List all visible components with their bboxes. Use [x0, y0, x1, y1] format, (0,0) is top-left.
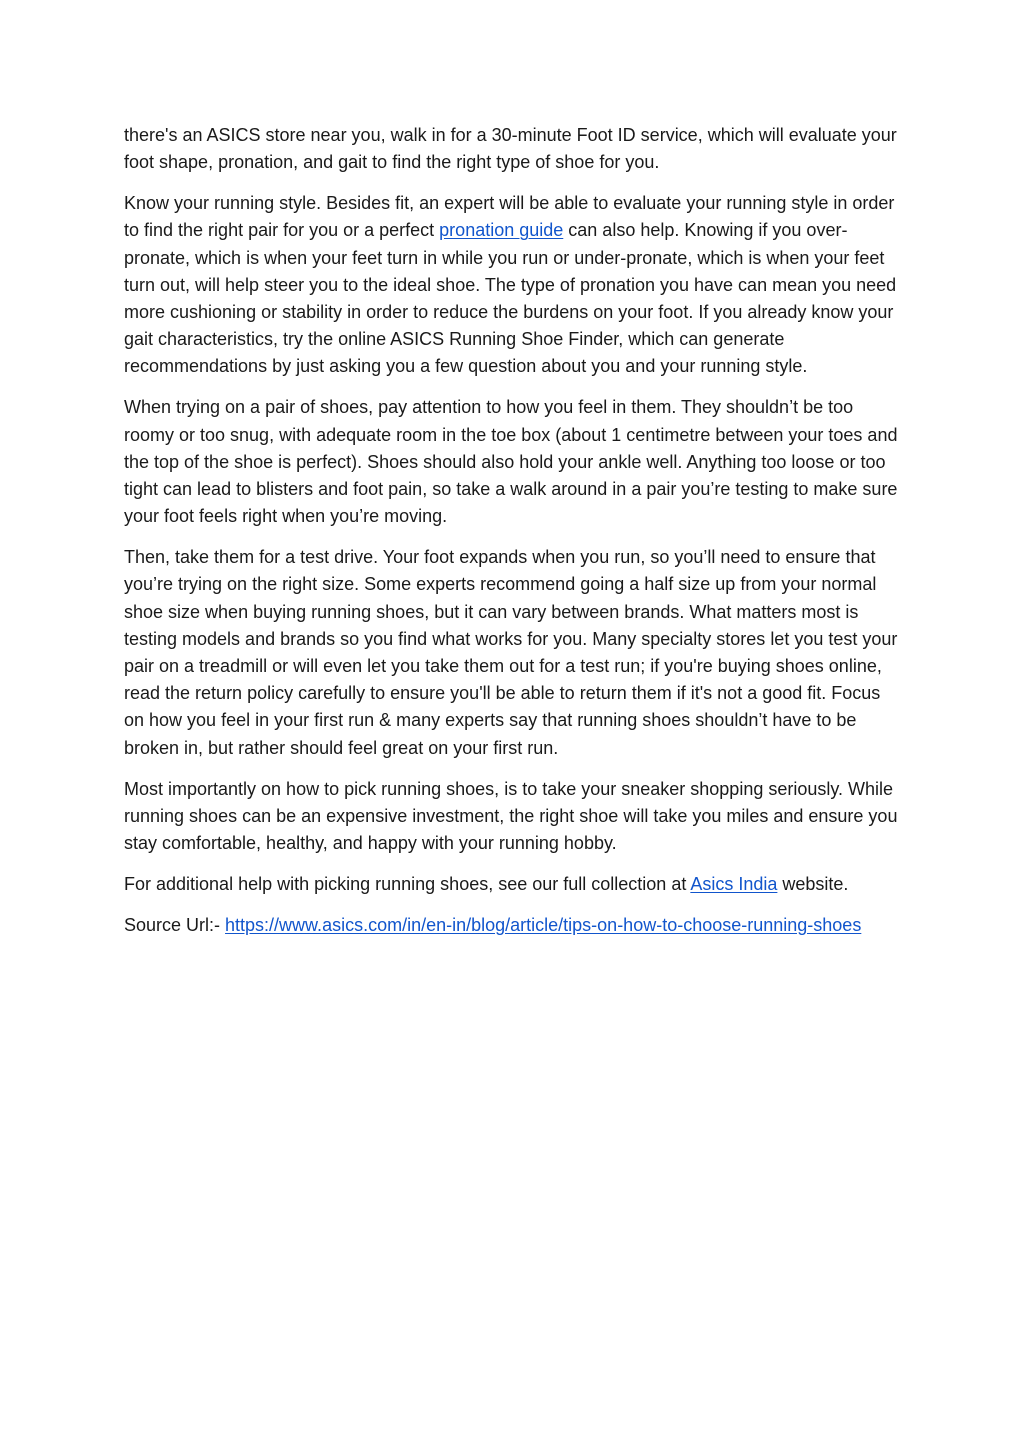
- document-page: [124, 122, 902, 953]
- paragraph-trying-on: [124, 394, 902, 530]
- pronation-guide-link[interactable]: pronation guide: [439, 220, 564, 241]
- paragraph-text: For additional help with picking running shoes, see our full collection at: [124, 874, 691, 895]
- paragraph-importance: [124, 776, 902, 858]
- paragraph-text: Most importantly on how to pick running shoes, is to take your sneaker shopping seriously. While running shoes can be an expensive investment, the right shoe will take you miles and ensure you stay comfortable, healthy, and happy with your running hobby.: [124, 778, 898, 854]
- paragraph-text: Know your running style. Besides fit, an expert will be able to evaluate your running style in order to find the right pair for you or a perfect: [124, 193, 895, 241]
- paragraph-foot-id: [124, 122, 902, 176]
- paragraph-running-style: [124, 190, 902, 380]
- paragraph-text: website.: [777, 874, 849, 895]
- paragraph-test-drive: [124, 544, 902, 762]
- paragraph-additional-help: [124, 871, 902, 898]
- paragraph-text: can also help. Knowing if you over-pronate, which is when your feet turn in while you run or under-pronate, which is when your feet turn out, will help steer you to the ideal shoe. The type of pronation you have can mean you need more cushioning or stability in order to reduce the burdens on your foot. If you already know your gait characteristics, try the online ASICS Running Shoe Finder, which can generate recommendations by just asking you a few question about you and your running style.: [124, 220, 897, 377]
- paragraph-source: [124, 912, 902, 939]
- asics-india-link[interactable]: Asics India: [690, 874, 778, 895]
- source-url-link[interactable]: https://www.asics.com/in/en-in/blog/article/tips-on-how-to-choose-running-shoes: [225, 915, 862, 936]
- paragraph-text: Then, take them for a test drive. Your foot expands when you run, so you’ll need to ensure that you’re trying on the right size. Some experts recommend going a half size up from your normal shoe size when buying running shoes, but it can vary between brands. What matters most is testing models and brands so you find what works for you. Many specialty stores let you test your pair on a treadmill or will even let you take them out for a test run; if you're buying shoes online, read the return policy carefully to ensure you'll be able to return them if it's not a good fit. Focus on how you feel in your first run & many experts say that running shoes shouldn’t have to be broken in, but rather should feel great on your first run.: [124, 547, 898, 758]
- paragraph-text: When trying on a pair of shoes, pay attention to how you feel in them. They shouldn’t be too roomy or too snug, with adequate room in the toe box (about 1 centimetre between your toes and the top of the shoe is perfect). Shoes should also hold your ankle well. Anything too loose or too tight can lead to blisters and foot pain, so take a walk around in a pair you’re testing to make sure your foot feels right when you’re moving.: [124, 397, 898, 527]
- source-label: Source Url:-: [124, 915, 226, 936]
- paragraph-text: there's an ASICS store near you, walk in for a 30-minute Foot ID service, which will evaluate your foot shape, pronation, and gait to find the right type of shoe for you.: [124, 125, 897, 173]
